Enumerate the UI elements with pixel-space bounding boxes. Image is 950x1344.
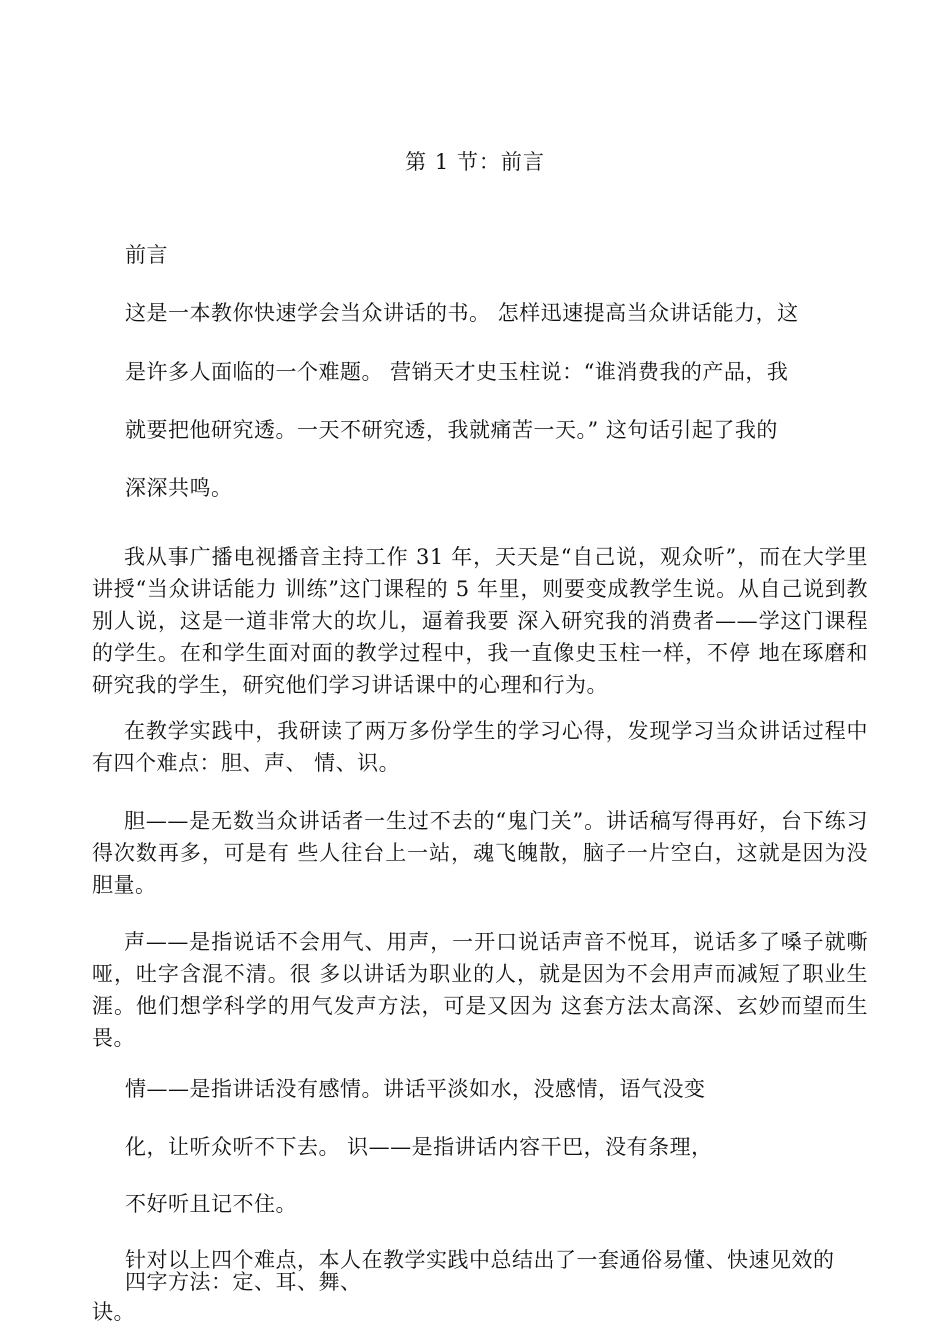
intro-line-4: 深深共鸣。 [125,476,233,500]
closing-line-2: 四字方法：定、耳、舞、 [125,1270,362,1294]
paragraph-difficulties: 在教学实践中，我研读了两万多份学生的学习心得，发现学习当众讲话过程中有四个难点：胆、声、 情、识。 [92,719,868,775]
section-title: 第 1 节：前言 [405,150,545,174]
paragraph-courage: 胆——是无数当众讲话者一生过不去的“鬼门关”。讲话稿写得再好，台下练习得次数再多，可是有 些人往台上一站，魂飞魄散，脑子一片空白，这就是因为没胆量。 [92,809,868,897]
emotion-line-2: 化，让听众听不下去。 识——是指讲话内容干巴，没有条理， [125,1135,713,1159]
preface-heading: 前言 [125,243,168,267]
paragraph-voice: 声——是指说话不会用气、用声，一开口说话声音不悦耳，说话多了嗓子就嘶哑，吐字含混不清。很 多以讲话为职业的人，就是因为不会用声而减短了职业生涯。他们想学科学的用气发声方法，可是又因为 这套方法太高深、玄妙而望而生畏。 [92,930,868,1050]
paragraph-experience: 我从事广播电视播音主持工作 31 年，天天是“自己说，观众听”，而在大学里讲授“当众讲话能力 训练”这门课程的 5 年里，则要变成教学生说。从自己说到教别人说，这是一道非常大的坎儿，逼着我要 深入研究我的消费者——学这门课程的学生。在和学生面对面的教学过程中，我一直像史玉柱一样，不停 地在琢磨和研究我的学生，研究他们学习讲话课中的心理和行为。 [92,545,868,697]
intro-line-1: 这是一本教你快速学会当众讲话的书。 怎样迅速提高当众讲话能力，这 [125,301,799,325]
emotion-line-3: 不好听且记不住。 [125,1192,297,1216]
emotion-line-1: 情——是指讲话没有感情。讲话平淡如水，没感情，语气没变 [125,1077,706,1101]
intro-line-2: 是许多人面临的一个难题。 营销天才史玉柱说：“谁消费我的产品，我 [125,360,789,384]
closing-line-1: 针对以上四个难点，本人在教学实践中总结出了一套通俗易懂、快速见效的 [125,1248,835,1272]
intro-line-3: 就要把他研究透。一天不研究透，我就痛苦一天。” 这句话引起了我的 [125,418,778,442]
closing-line-3: 诀。 [92,1300,135,1324]
